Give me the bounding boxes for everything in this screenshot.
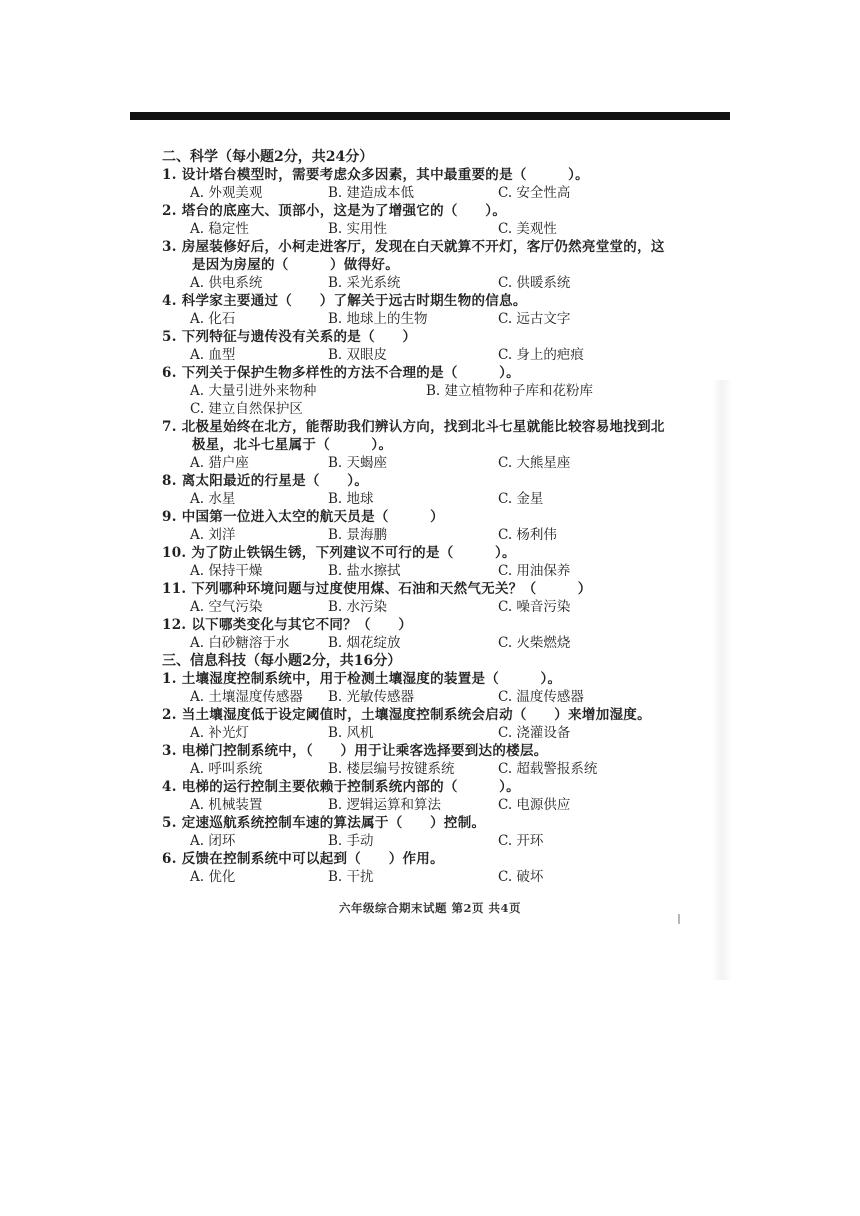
options	[162, 220, 722, 238]
option-b: B. 景海鹏	[328, 527, 388, 543]
page-footer: 六年级综合期末试题 第2页 共4页	[338, 901, 521, 915]
option-a: A. 稳定性	[190, 221, 249, 237]
options	[162, 274, 722, 292]
option-c: C. 美观性	[498, 221, 557, 237]
option-b: B. 干扰	[328, 869, 374, 885]
option-a: A. 优化	[190, 869, 236, 885]
question-stem: 4. 电梯的运行控制主要依赖于控制系统内部的（ ）。	[162, 779, 520, 795]
option-c: C. 超载警报系统	[498, 761, 598, 777]
option-c: C. 供暖系统	[498, 275, 571, 291]
question-stem: 4. 科学家主要通过（ ）了解关于远古时期生物的信息。	[162, 293, 527, 309]
question-3-3	[162, 742, 722, 778]
question-stem-cont: 极星，北斗七星属于（ ）。	[192, 437, 393, 453]
header-rule	[130, 112, 730, 120]
option-c: C. 远古文字	[498, 311, 571, 327]
question-stem: 2. 塔台的底座大、顶部小，这是为了增强它的（ ）。	[162, 203, 507, 219]
option-b: B. 建造成本低	[328, 185, 415, 201]
option-c: C. 噪音污染	[498, 599, 571, 615]
option-a: A. 空气污染	[190, 599, 263, 615]
options	[162, 562, 722, 580]
question-2-3	[162, 238, 722, 292]
option-c: C. 建立自然保护区	[190, 401, 303, 417]
question-3-6	[162, 850, 722, 886]
option-b: B. 盐水擦拭	[328, 563, 401, 579]
question-stem: 10. 为了防止铁锅生锈，下列建议不可行的是（ ）。	[162, 545, 516, 561]
option-c: C. 电源供应	[498, 797, 571, 813]
option-c: C. 开环	[498, 833, 544, 849]
option-b: B. 风机	[328, 725, 374, 741]
question-2-7	[162, 418, 722, 472]
options	[162, 346, 722, 364]
option-c: C. 用油保养	[498, 563, 571, 579]
options	[162, 382, 722, 400]
options	[162, 490, 722, 508]
option-b: B. 实用性	[328, 221, 388, 237]
question-stem: 9. 中国第一位进入太空的航天员是（ ）	[162, 509, 444, 525]
option-a: A. 猎户座	[190, 455, 249, 471]
question-2-4	[162, 292, 722, 328]
question-stem: 2. 当土壤湿度低于设定阈值时，土壤湿度控制系统会启动（ ）来增加湿度。	[162, 707, 651, 723]
question-stem: 8. 离太阳最近的行星是（ ）。	[162, 473, 369, 489]
options	[162, 796, 722, 814]
question-stem: 6. 下列关于保护生物多样性的方法不合理的是（ ）。	[162, 365, 520, 381]
option-c: C. 大熊星座	[498, 455, 571, 471]
options	[162, 760, 722, 778]
option-a: A. 刘洋	[190, 527, 236, 543]
option-a: A. 呼叫系统	[190, 761, 263, 777]
question-stem-cont: 是因为房屋的（ ）做得好。	[192, 257, 399, 273]
question-2-8	[162, 472, 722, 508]
section-2-questions	[162, 166, 722, 652]
options	[162, 454, 722, 472]
option-b: B. 双眼皮	[328, 347, 388, 363]
option-a: A. 机械装置	[190, 797, 263, 813]
option-c: C. 安全性高	[498, 185, 571, 201]
option-a: A. 化石	[190, 311, 236, 327]
option-b: B. 地球	[328, 491, 374, 507]
question-stem: 3. 房屋装修好后，小柯走进客厅，发现在白天就算不开灯，客厅仍然亮堂堂的，这	[162, 239, 665, 255]
section-3-questions	[162, 670, 722, 886]
section-3-title: 三、信息科技（每小题2分，共16分）	[162, 653, 402, 669]
question-3-2	[162, 706, 722, 742]
options	[162, 184, 722, 202]
option-b: B. 手动	[328, 833, 374, 849]
question-stem: 5. 定速巡航系统控制车速的算法属于（ ）控制。	[162, 815, 486, 831]
question-3-5	[162, 814, 722, 850]
option-b: B. 天蝎座	[328, 455, 388, 471]
option-a: A. 补光灯	[190, 725, 249, 741]
option-c: C. 身上的疤痕	[498, 347, 584, 363]
question-2-1	[162, 166, 722, 202]
question-3-1	[162, 670, 722, 706]
question-2-11	[162, 580, 722, 616]
option-a: A. 保持干燥	[190, 563, 263, 579]
option-a: A. 白砂糖溶于水	[190, 635, 290, 651]
options-cont	[162, 400, 722, 418]
question-stem: 7. 北极星始终在北方，能帮助我们辨认方向，找到北斗七星就能比较容易地找到北	[162, 419, 665, 435]
options	[162, 832, 722, 850]
section-2-title: 二、科学（每小题2分，共24分）	[162, 149, 374, 165]
option-a: A. 血型	[190, 347, 236, 363]
option-a: A. 外观美观	[190, 185, 263, 201]
options	[162, 310, 722, 328]
options	[162, 634, 722, 652]
option-a: A. 土壤湿度传感器	[190, 689, 303, 705]
option-b: B. 地球上的生物	[328, 311, 428, 327]
question-2-2	[162, 202, 722, 238]
option-a: A. 大量引进外来物种	[190, 383, 317, 399]
question-stem: 5. 下列特征与遗传没有关系的是（ ）	[162, 329, 417, 345]
question-stem: 6. 反馈在控制系统中可以起到（ ）作用。	[162, 851, 444, 867]
option-b: B. 水污染	[328, 599, 388, 615]
question-3-4	[162, 778, 722, 814]
question-stem: 12. 以下哪类变化与其它不同？（ ）	[162, 617, 413, 633]
options	[162, 688, 722, 706]
option-a: A. 供电系统	[190, 275, 263, 291]
option-c: C. 浇灌设备	[498, 725, 571, 741]
question-2-5	[162, 328, 722, 364]
options	[162, 598, 722, 616]
option-c: C. 金星	[498, 491, 544, 507]
question-2-10	[162, 544, 722, 580]
option-b: B. 建立植物种子库和花粉库	[426, 383, 594, 399]
exam-page	[162, 148, 722, 886]
option-b: B. 烟花绽放	[328, 635, 401, 651]
option-a: A. 闭环	[190, 833, 236, 849]
question-stem: 11. 下列哪种环境问题与过度使用煤、石油和天然气无关？（ ）	[162, 581, 592, 597]
scan-mark	[678, 914, 680, 924]
option-c: C. 温度传感器	[498, 689, 584, 705]
options	[162, 526, 722, 544]
option-c: C. 破坏	[498, 869, 544, 885]
option-b: B. 采光系统	[328, 275, 401, 291]
options	[162, 724, 722, 742]
question-stem: 1. 土壤湿度控制系统中，用于检测土壤湿度的装置是（ ）。	[162, 671, 562, 687]
options	[162, 868, 722, 886]
question-2-9	[162, 508, 722, 544]
question-stem: 1. 设计塔台模型时，需要考虑众多因素，其中最重要的是（ ）。	[162, 167, 589, 183]
option-a: A. 水星	[190, 491, 236, 507]
option-b: B. 楼层编号按键系统	[328, 761, 455, 777]
question-stem: 3. 电梯门控制系统中，（ ）用于让乘客选择要到达的楼层。	[162, 743, 548, 759]
option-b: B. 逻辑运算和算法	[328, 797, 442, 813]
option-c: C. 火柴燃烧	[498, 635, 571, 651]
question-2-12	[162, 616, 722, 652]
option-c: C. 杨利伟	[498, 527, 557, 543]
question-2-6	[162, 364, 722, 418]
option-b: B. 光敏传感器	[328, 689, 415, 705]
